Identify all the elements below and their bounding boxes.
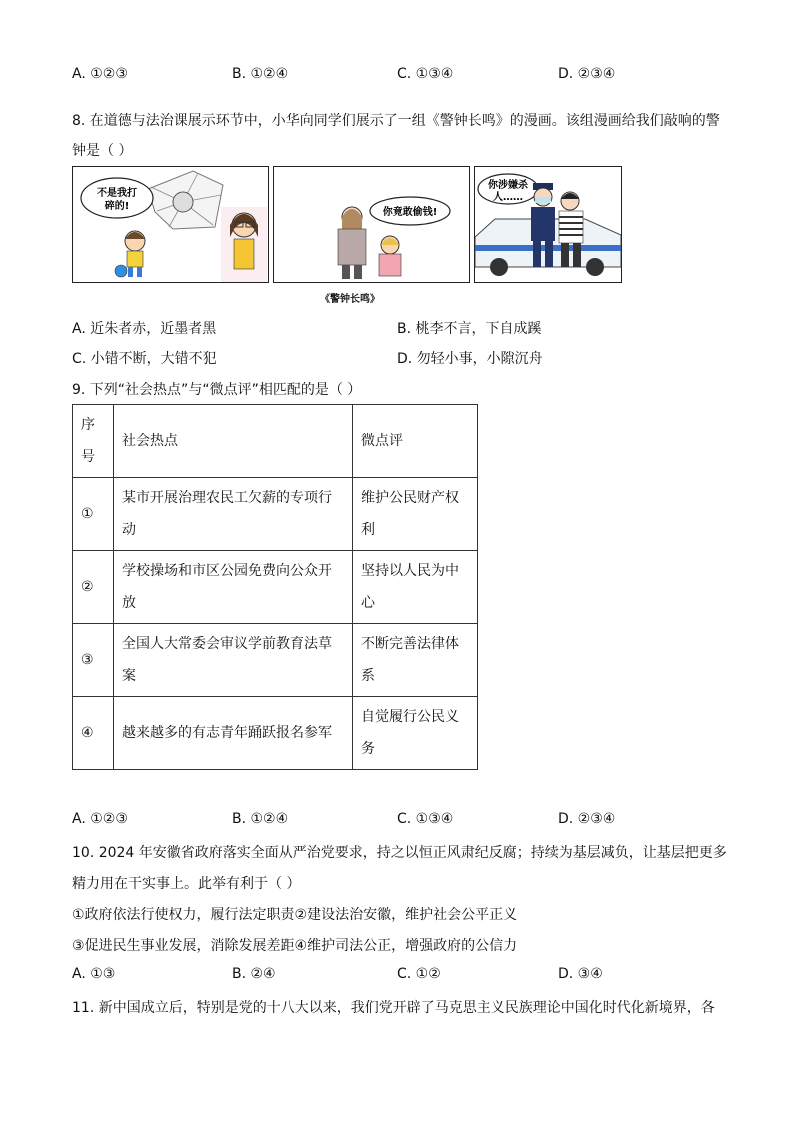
q8-stem-line1: 8. 在道德与法治课展示环节中，小华向同学们展示了一组《警钟长鸣》的漫画。该组漫画给我们敲响的警	[72, 113, 720, 129]
q10-statement-line1: ①政府依法行使权力，履行法定职责②建设法治安徽，维护社会公平正义	[72, 907, 518, 923]
q10-statement-line2: ③促进民生事业发展，消除发展差距④维护司法公正，增强政府的公信力	[72, 938, 518, 954]
bubble2-text: 你竟敢偷钱!	[382, 207, 438, 218]
boy-figure	[115, 231, 145, 277]
row-comment	[353, 697, 478, 770]
broken-glass-icon	[148, 171, 223, 229]
q8-stem-line2: 钟是（ ）	[72, 143, 133, 159]
table-row	[73, 624, 478, 697]
comic-caption: 《警钟长鸣》	[320, 294, 380, 305]
row-hot-line1: 学校操场和市区公园免费向公众开	[122, 563, 332, 579]
bubble1-line1: 不是我打	[97, 188, 137, 199]
row-comment-line2: 务	[361, 741, 375, 757]
row-hot-line2: 案	[122, 668, 136, 684]
header-num-line2: 号	[81, 449, 95, 465]
q7-option-a: A. ①②③	[72, 66, 128, 82]
q7-option-d: D. ②③④	[558, 66, 616, 82]
q10-option-d: D. ③④	[558, 966, 603, 982]
comic-panel-2	[273, 166, 470, 283]
q8-option-b: B. 桃李不言，下自成蹊	[397, 321, 542, 337]
row-comment-line2: 系	[361, 668, 375, 684]
row-comment-line1: 维护公民财产权	[361, 490, 459, 506]
bubble3-line1: 你涉嫌杀	[488, 180, 528, 191]
q10-option-c: C. ①②	[397, 966, 441, 982]
q10-option-a: A. ①③	[72, 966, 116, 982]
q8-option-c: C. 小错不断，大错不犯	[72, 351, 217, 367]
header-comment-cell: 微点评	[353, 405, 478, 478]
row-num: ①	[73, 478, 114, 551]
table-row	[73, 551, 478, 624]
table-row	[73, 478, 478, 551]
comic-panel-3	[474, 166, 622, 283]
bubble3-line2: 人……	[493, 192, 523, 203]
row-hot	[114, 478, 353, 551]
q10-stem-line1: 10. 2024 年安徽省政府落实全面从严治党要求，持之以恒正风肃纪反腐；持续为基层减负，让基层把更多	[72, 845, 727, 861]
row-comment	[353, 551, 478, 624]
header-hot-cell: 社会热点	[114, 405, 353, 478]
girl-figure	[221, 207, 267, 282]
row-hot-line2: 放	[122, 595, 136, 611]
q9-option-c: C. ①③④	[397, 811, 454, 827]
hotspot-table	[72, 404, 478, 770]
q9-option-d: D. ②③④	[558, 811, 616, 827]
row-num: ④	[73, 697, 114, 770]
row-hot	[114, 624, 353, 697]
adult-figure	[338, 207, 366, 279]
q10-stem-line2: 精力用在干实事上。此举有利于（ ）	[72, 876, 301, 892]
header-num-cell	[73, 405, 114, 478]
row-comment-line2: 心	[361, 595, 375, 611]
q7-option-c: C. ①③④	[397, 66, 454, 82]
q9-option-a: A. ①②③	[72, 811, 128, 827]
row-hot-line1: 某市开展治理农民工欠薪的专项行	[122, 490, 332, 506]
q9-stem: 9. 下列“社会热点”与“微点评”相匹配的是（ ）	[72, 382, 362, 398]
row-comment-line2: 利	[361, 522, 375, 538]
row-comment-line1: 坚持以人民为中	[361, 563, 459, 579]
header-num-line1: 序	[81, 417, 95, 433]
row-num: ③	[73, 624, 114, 697]
child-figure	[379, 236, 401, 276]
q7-option-b: B. ①②④	[232, 66, 289, 82]
bubble1-line2: 碎的!	[104, 201, 130, 212]
row-comment	[353, 478, 478, 551]
q11-stem-line1: 11. 新中国成立后，特别是党的十八大以来，我们党开辟了马克思主义民族理论中国化时代化新境界，各	[72, 1000, 715, 1016]
row-comment-line1: 自觉履行公民义	[361, 709, 459, 725]
row-hot	[114, 551, 353, 624]
row-num: ②	[73, 551, 114, 624]
row-hot-line1: 全国人大常委会审议学前教育法草	[122, 636, 332, 652]
q9-option-b: B. ①②④	[232, 811, 289, 827]
q8-option-a: A. 近朱者赤，近墨者黑	[72, 321, 217, 337]
comic-panel-1	[72, 166, 269, 283]
row-comment-line1: 不断完善法律体	[361, 636, 459, 652]
row-comment	[353, 624, 478, 697]
q8-option-d: D. 勿轻小事，小隙沉舟	[397, 351, 543, 367]
q10-option-b: B. ②④	[232, 966, 276, 982]
row-hot: 越来越多的有志青年踊跃报名参军	[114, 697, 353, 770]
row-hot-line2: 动	[122, 522, 136, 538]
table-row	[73, 697, 478, 770]
table-header-row	[73, 405, 478, 478]
